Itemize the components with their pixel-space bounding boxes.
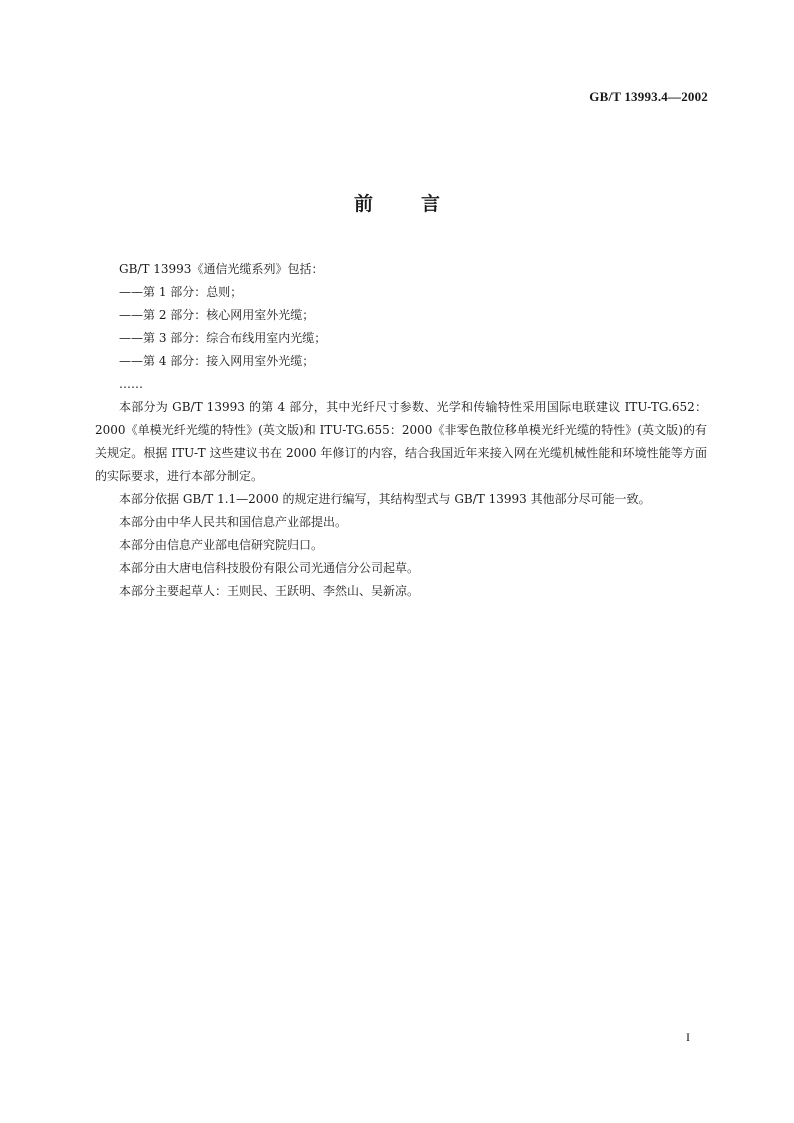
paragraph-basis: 本部分依据 GB/T 1.1—2000 的规定进行编写，其结构型式与 GB/T 13993 其他部分尽可能一致。 bbox=[119, 492, 651, 506]
title-char-1: 前 bbox=[353, 193, 373, 215]
paragraph-administrator: 本部分由信息产业部电信研究院归口。 bbox=[119, 538, 324, 552]
page-number: I bbox=[686, 1030, 690, 1044]
paragraph-scope: 本部分为 GB/T 13993 的第 4 部分，其中光纤尺寸参数、光学和传输特性采用国际电联建议 ITU-TG.652：2000《单模光纤光缆的特性》(英文版)和 ITU-TG.655：2000《非零色散位移单模光纤光缆的特性》(英文版)的有关规定。根据 ITU-T 这些建议书在 2000 年修订的内容，结合我国近年来接入网在光缆机械性能和环境性能等方面的实际要求，进行本部分制定。 bbox=[95, 400, 707, 483]
page-title bbox=[0, 189, 794, 216]
document-body bbox=[95, 258, 707, 603]
part-item-1: ——第 1 部分：总则； bbox=[119, 285, 243, 299]
standard-code: GB/T 13993.4—2002 bbox=[589, 89, 708, 104]
part-item-2: ——第 2 部分：核心网用室外光缆； bbox=[119, 308, 315, 322]
paragraph-authors: 本部分主要起草人：王则民、王跃明、李然山、吴新凉。 bbox=[119, 584, 420, 598]
paragraph-proposer: 本部分由中华人民共和国信息产业部提出。 bbox=[119, 515, 348, 529]
part-item-3: ——第 3 部分：综合布线用室内光缆； bbox=[119, 331, 327, 345]
paragraph-drafter: 本部分由大唐电信科技股份有限公司光通信分公司起草。 bbox=[119, 561, 420, 575]
intro-line: GB/T 13993《通信光缆系列》包括： bbox=[119, 262, 324, 276]
title-char-2: 言 bbox=[421, 193, 441, 215]
part-item-4: ——第 4 部分：接入网用室外光缆； bbox=[119, 354, 315, 368]
part-ellipsis: …… bbox=[119, 377, 143, 391]
